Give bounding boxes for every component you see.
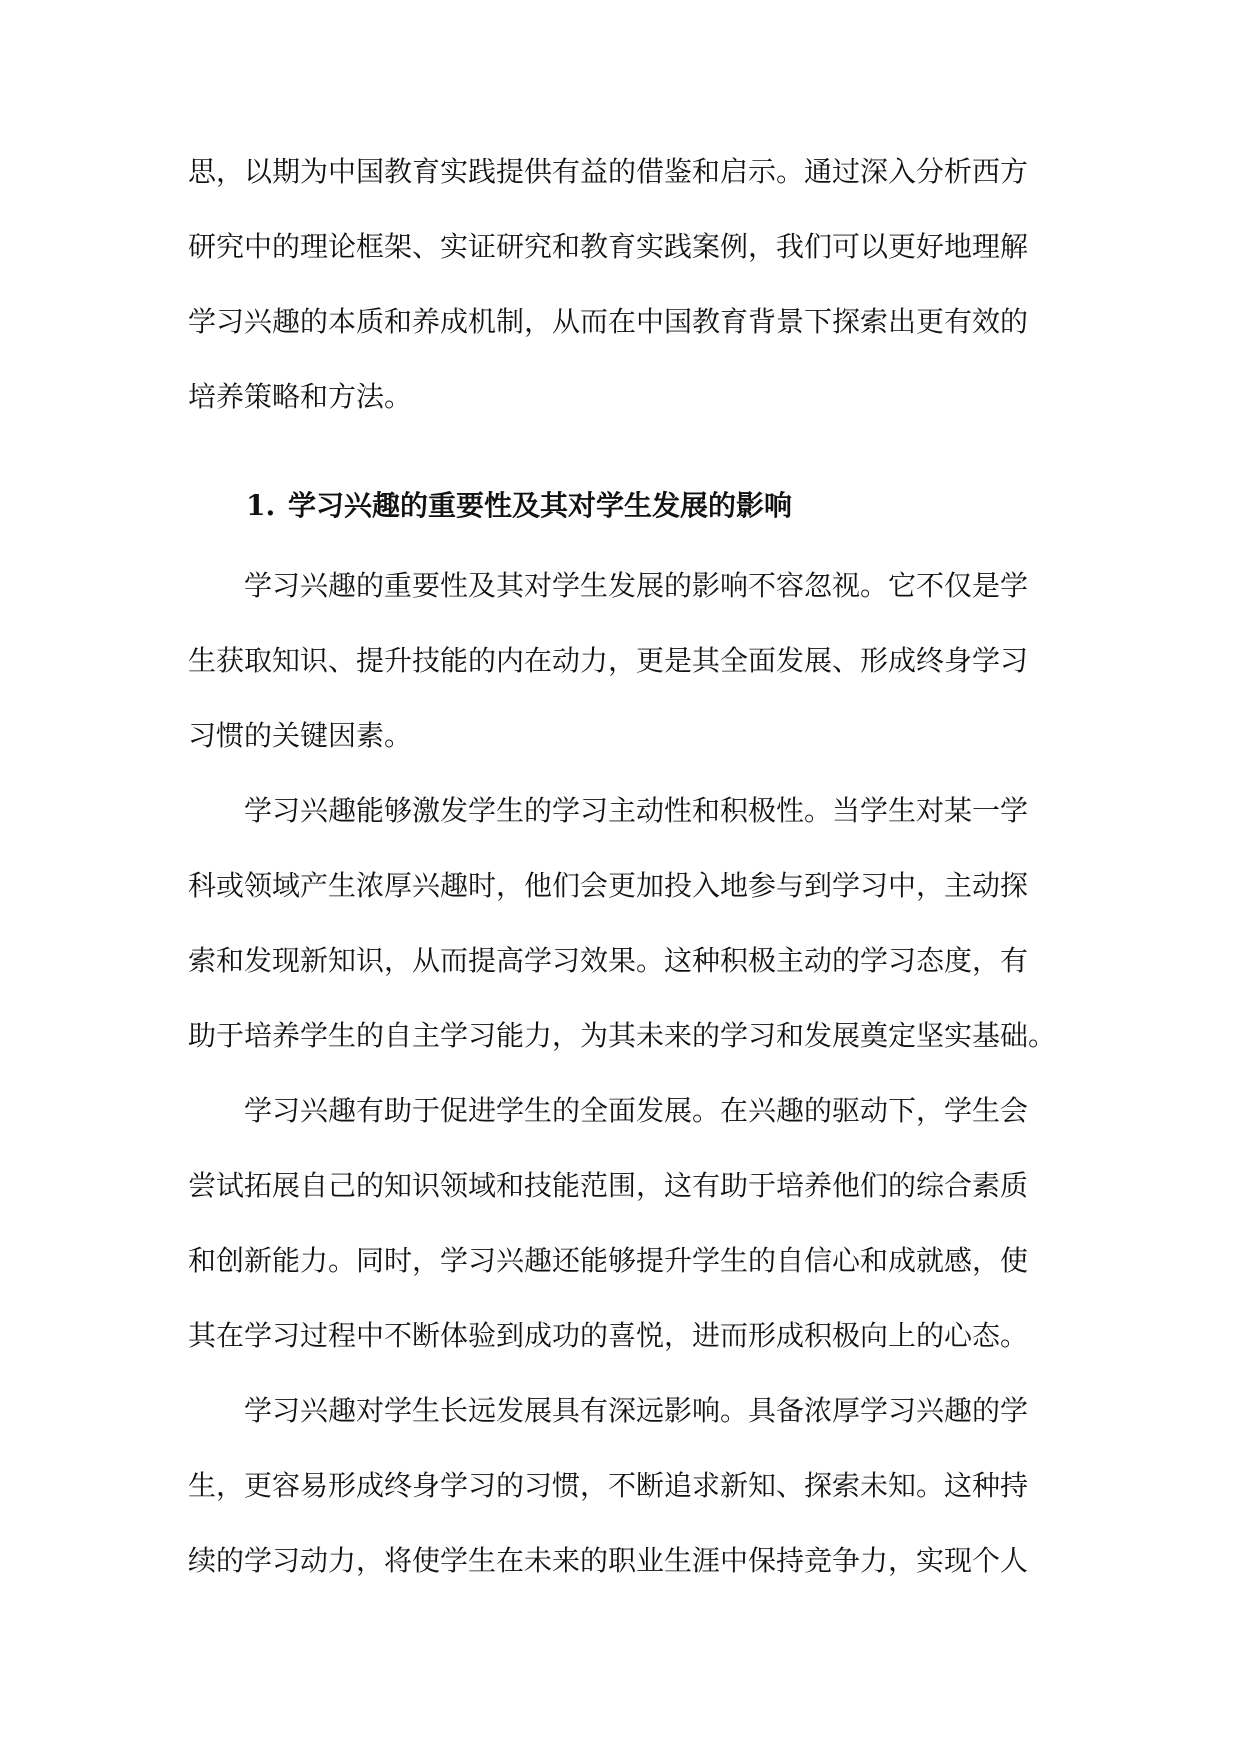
paragraph-2-line-4: 助于培养学生的自主学习能力，为其未来的学习和发展奠定坚实基础。 <box>188 1019 1057 1052</box>
paragraph-4-line-2: 生，更容易形成终身学习的习惯，不断追求新知、探索未知。这种持 <box>188 1469 1029 1502</box>
paragraph-1-line-2: 生获取知识、提升技能的内在动力，更是其全面发展、形成终身学习 <box>188 644 1029 677</box>
intro-line-1: 思，以期为中国教育实践提供有益的借鉴和启示。通过深入分析西方 <box>188 155 1029 188</box>
paragraph-2-line-1: 学习兴趣能够激发学生的学习主动性和积极性。当学生对某一学 <box>244 794 1029 827</box>
intro-line-2: 研究中的理论框架、实证研究和教育实践案例，我们可以更好地理解 <box>188 230 1029 263</box>
paragraph-3-line-4: 其在学习过程中不断体验到成功的喜悦，进而形成积极向上的心态。 <box>188 1319 1029 1352</box>
paragraph-1-line-1: 学习兴趣的重要性及其对学生发展的影响不容忽视。它不仅是学 <box>244 569 1029 602</box>
paragraph-1-line-3: 习惯的关键因素。 <box>188 719 413 752</box>
section-heading <box>246 482 1126 530</box>
intro-line-3: 学习兴趣的本质和养成机制，从而在中国教育背景下探索出更有效的 <box>188 305 1029 338</box>
paragraph-2-line-2: 科或领域产生浓厚兴趣时，他们会更加投入地参与到学习中，主动探 <box>188 869 1029 902</box>
section-number: 1. <box>246 489 276 522</box>
section-title: 学习兴趣的重要性及其对学生发展的影响 <box>288 489 793 522</box>
intro-line-4: 培养策略和方法。 <box>188 380 413 413</box>
paragraph-4-line-1: 学习兴趣对学生长远发展具有深远影响。具备浓厚学习兴趣的学 <box>244 1394 1029 1427</box>
paragraph-3-line-3: 和创新能力。同时，学习兴趣还能够提升学生的自信心和成就感，使 <box>188 1244 1029 1277</box>
paragraph-3-line-2: 尝试拓展自己的知识领域和技能范围，这有助于培养他们的综合素质 <box>188 1169 1029 1202</box>
paragraph-2-line-3: 索和发现新知识，从而提高学习效果。这种积极主动的学习态度，有 <box>188 944 1029 977</box>
paragraph-4-line-3: 续的学习动力，将使学生在未来的职业生涯中保持竞争力，实现个人 <box>188 1544 1029 1577</box>
paragraph-3-line-1: 学习兴趣有助于促进学生的全面发展。在兴趣的驱动下，学生会 <box>244 1094 1029 1127</box>
